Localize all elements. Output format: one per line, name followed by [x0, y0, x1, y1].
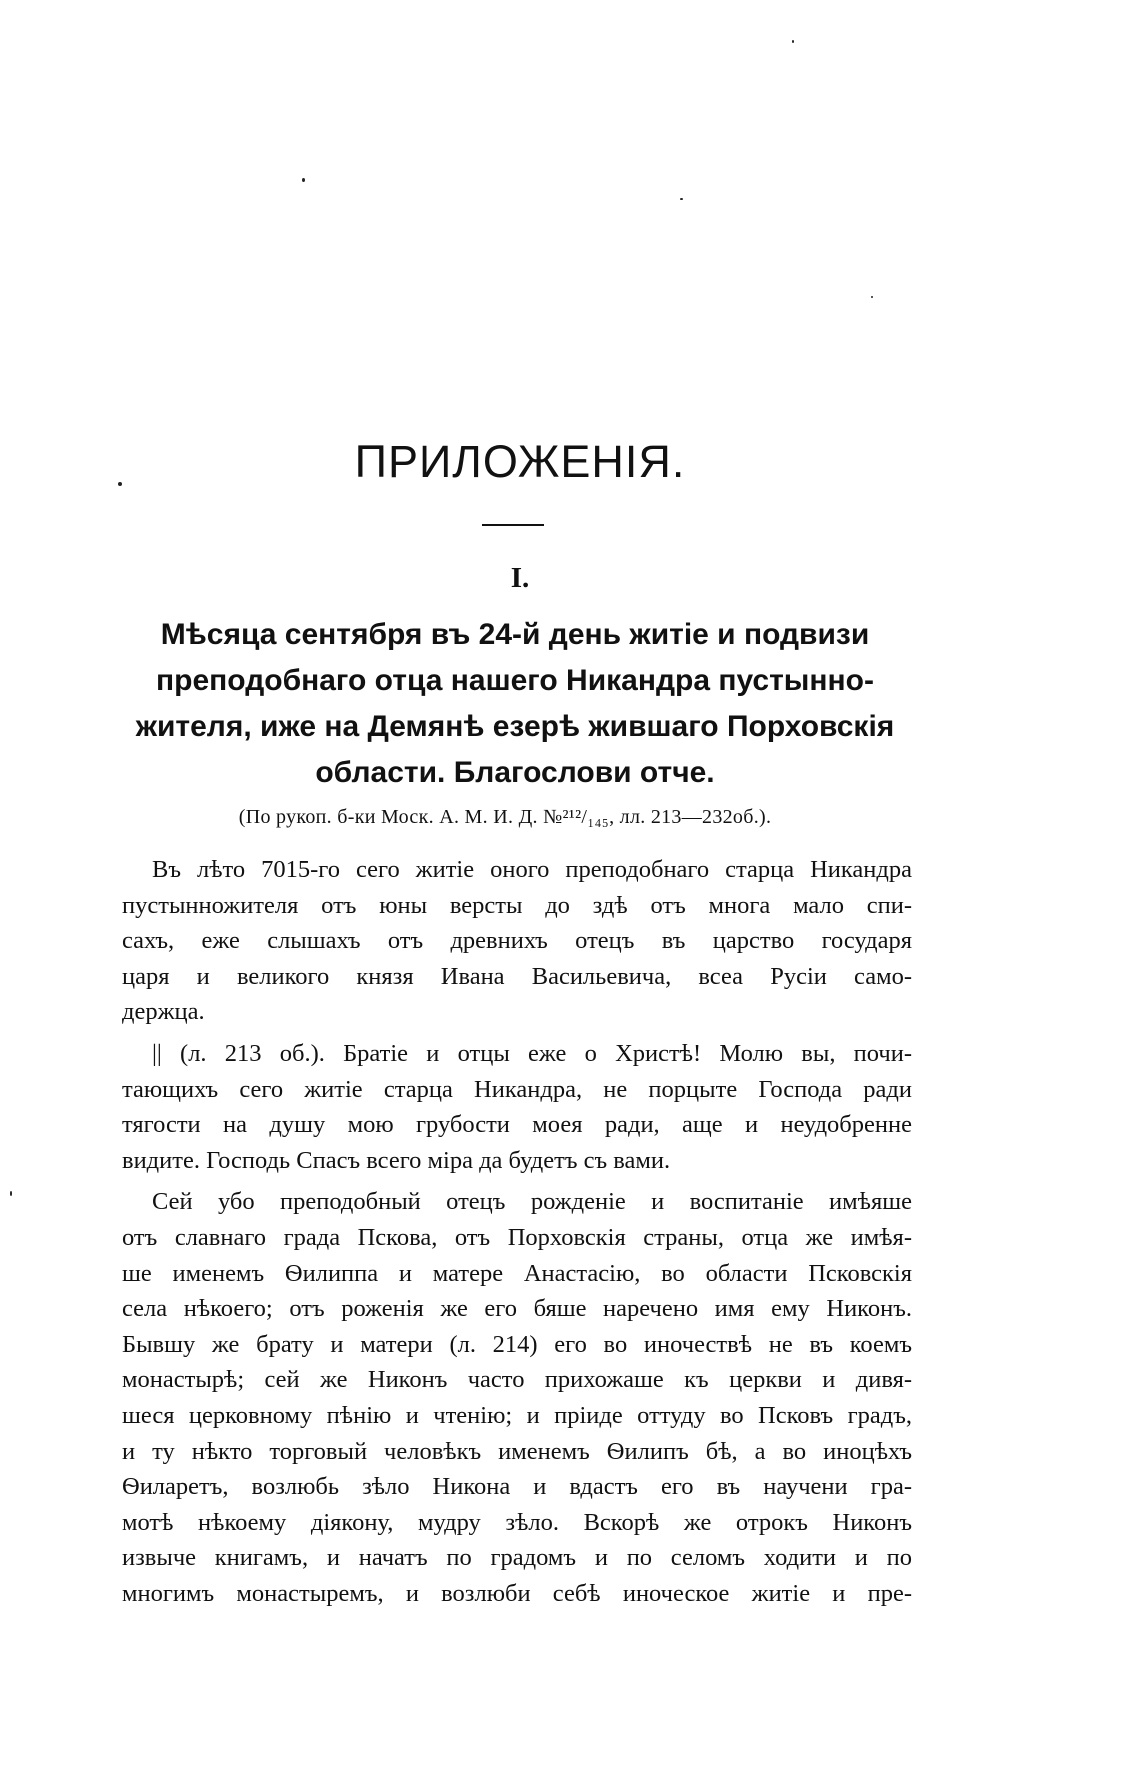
text-line: отъ славнаго града Пскова, отъ Порховскія страны, отца же имѣя-: [122, 1223, 912, 1251]
text-line: держца.: [122, 998, 205, 1026]
scan-speck: [302, 178, 305, 182]
text-line: многимъ монастыремъ, и возлюби себѣ иноческое житіе и пре-: [122, 1579, 912, 1607]
scan-speck: [792, 40, 794, 43]
text-line: Въ лѣто 7015-го сего житіе оного преподобнаго старца Никандра: [152, 856, 912, 883]
text-line: монастырѣ; сей же Никонъ часто прихожаше къ церкви и дивя-: [122, 1366, 912, 1394]
text-line: || (л. 213 об.). Братіе и отцы еже о Христѣ! Молю вы, почи-: [152, 1039, 912, 1067]
text-line: Сей убо преподобный отецъ рожденіе и воспитаніе имѣяше: [152, 1188, 912, 1216]
text-line: шеся церковному пѣнію и чтенію; и пріиде оттуду во Псковъ градъ,: [122, 1401, 912, 1429]
text-line: извыче книгамъ, и начатъ по градомъ и по селомъ ходити и по: [122, 1544, 912, 1572]
paragraph: [122, 1184, 912, 1611]
heading-line: жителя, иже на Демянѣ езерѣ жившаго Порховскія: [135, 710, 895, 743]
scan-speck: [871, 296, 873, 298]
heading-line: преподобнаго отца нашего Никандра пустынно-: [156, 664, 874, 697]
text-line: Бывшу же брату и матери (л. 214) его во иночествѣ не въ коемъ: [122, 1330, 912, 1358]
manuscript-source-note: (По рукоп. б-ки Моск. А. М. И. Д. №²¹²/₁₄₅, лл. 213—232об.).: [238, 806, 772, 828]
text-line: царя и великого князя Ивана Васильевича, всеа Русіи само-: [122, 962, 912, 990]
paragraph: [122, 1036, 912, 1178]
scan-speck: [680, 198, 683, 200]
chapter-heading: [120, 612, 910, 796]
text-line: и ту нѣкто торговый человѣкъ именемъ Ѳилипъ бѣ, а во иноцѣхъ: [122, 1437, 912, 1465]
text-line: Ѳиларетъ, возлюбь зѣло Никона и вдастъ его въ научени гра-: [122, 1473, 912, 1501]
text-line: села нѣкоего; отъ роженія же его бяше наречено имя ему Никонъ.: [122, 1295, 912, 1323]
text-line: пустынножителя отъ юны версты до здѣ отъ многа мало спи-: [122, 891, 912, 919]
title-divider: [482, 524, 544, 526]
text-line: тающихъ сего житіе старца Никандра, не порцыте Господа ради: [122, 1075, 912, 1103]
text-line: ше именемъ Ѳилиппа и матере Анастасію, во области Псковскія: [122, 1259, 912, 1287]
text-line: мотѣ нѣкоему діякону, мудру зѣло. Вскорѣ же отрокъ Никонъ: [122, 1508, 912, 1536]
paragraph: [122, 852, 912, 1030]
body-text: [122, 852, 912, 1617]
text-line: тягости на душу мою грубости моея ради, аще и неудобренне: [122, 1111, 912, 1139]
appendix-title: ПРИЛОЖЕНІЯ.: [354, 436, 686, 487]
scan-speck: [10, 1191, 12, 1196]
section-numeral: I.: [510, 562, 530, 594]
heading-line: области. Благослови отче.: [315, 756, 715, 789]
heading-line: Мѣсяца сентября въ 24-й день житіе и подвизи: [160, 618, 870, 651]
text-line: видите. Господь Спасъ всего міра да будетъ съ вами.: [122, 1146, 671, 1174]
text-line: сахъ, еже слышахъ отъ древнихъ отецъ въ царство государя: [122, 927, 912, 955]
